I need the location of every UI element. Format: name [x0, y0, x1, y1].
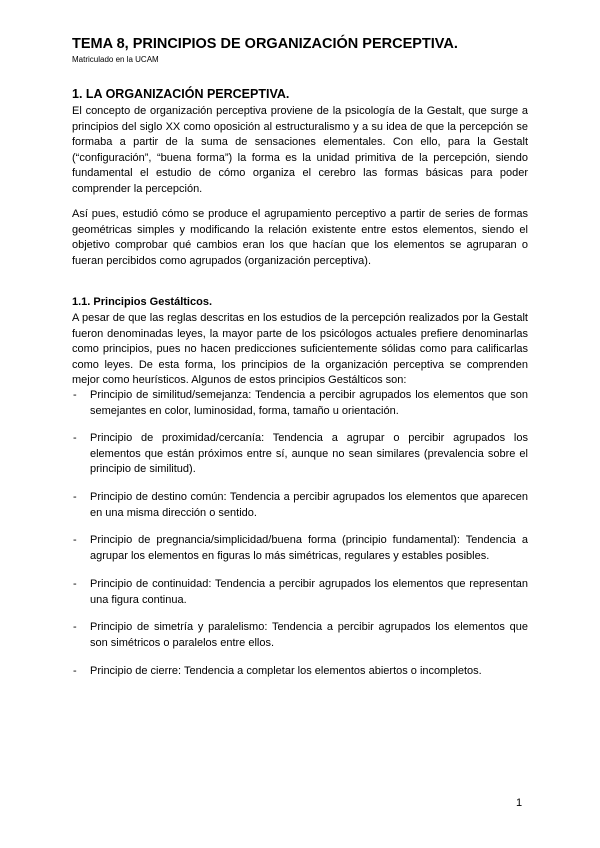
list-item-text: Principio de simetría y paralelismo: Tendencia a percibir agrupados los elementos que son simétricos o paralelos entre ellos.	[90, 621, 528, 649]
bullet-dash: -	[73, 665, 77, 677]
bullet-dash: -	[73, 389, 77, 401]
section-heading: 1. LA ORGANIZACIÓN PERCEPTIVA.	[72, 87, 290, 101]
list-item-text: Principio de proximidad/cercanía: Tendencia a agrupar o percibir agrupados los elementos que están próximos entre sí, aunque no sean similares (prevalencia sobre el principio de similitud).	[90, 432, 528, 475]
list-item	[73, 664, 528, 680]
document-title: TEMA 8, PRINCIPIOS DE ORGANIZACIÓN PERCEPTIVA.	[72, 36, 458, 52]
list-item-text: Principio de continuidad: Tendencia a percibir agrupados los elementos que representan una figura continua.	[90, 578, 528, 606]
list-item-text: Principio de pregnancia/simplicidad/buena forma (principio fundamental): Tendencia a agrupar los elementos en figuras lo más simétricas, regulares y estables posibles.	[90, 534, 528, 562]
list-item	[73, 620, 528, 651]
paragraph-agrupamiento: Así pues, estudió cómo se produce el agrupamiento perceptivo a partir de series de formas geométricas simples y modificando la relación existente entre estos elementos, siendo el objetivo comprobar qué cambios eran los que hacían que los elementos se agruparan o fueran percibidos como agrupados (organización perceptiva).	[72, 208, 528, 267]
bullet-dash: -	[73, 432, 77, 444]
page-number: 1	[516, 797, 523, 809]
list-item-text: Principio de destino común: Tendencia a percibir agrupados los elementos que aparecen en una misma dirección o sentido.	[90, 491, 528, 519]
bullet-dash: -	[73, 621, 77, 633]
list-item-text: Principio de similitud/semejanza: Tendencia a percibir agrupados los elementos que son semejantes en color, luminosidad, forma, tamaño u orientación.	[90, 389, 528, 417]
bullet-dash: -	[73, 578, 77, 590]
list-item-text: Principio de cierre: Tendencia a completar los elementos abiertos o incompletos.	[90, 665, 482, 677]
paragraph-principios: A pesar de que las reglas descritas en los estudios de la percepción realizados por la Gestalt fueron denominadas leyes, la mayor parte de los psicólogos actuales prefiere denominarlas como principios, pues no hacen predicciones suficientemente sólidas como para calificarlas como leyes. De esta forma, los principios de la organización perceptiva se comprenden mejor como heurísticos. Algunos de estos principios Gestálticos son:	[72, 312, 528, 386]
list-item	[73, 577, 528, 608]
bullet-dash: -	[73, 491, 77, 503]
subsection-heading: 1.1. Principios Gestálticos.	[72, 296, 212, 308]
list-item	[73, 490, 528, 521]
paragraph-intro: El concepto de organización perceptiva proviene de la psicología de la Gestalt, que surge a principios del siglo XX como oposición al estructuralismo y a su idea de que la percepción se formaba a partir de la suma de sensaciones elementales. Con ello, para la Gestalt (“configuración”, “buena forma”) la forma es la unidad primitiva de la percepción, siendo fundamental el estudio de cómo organiza el cerebro las formas básicas para poder comprender la percepción.	[72, 105, 528, 195]
list-item	[73, 431, 528, 478]
document-subtitle: Matriculado en la UCAM	[72, 55, 159, 64]
bullet-dash: -	[73, 534, 77, 546]
list-item	[73, 533, 528, 564]
list-item	[73, 388, 528, 419]
